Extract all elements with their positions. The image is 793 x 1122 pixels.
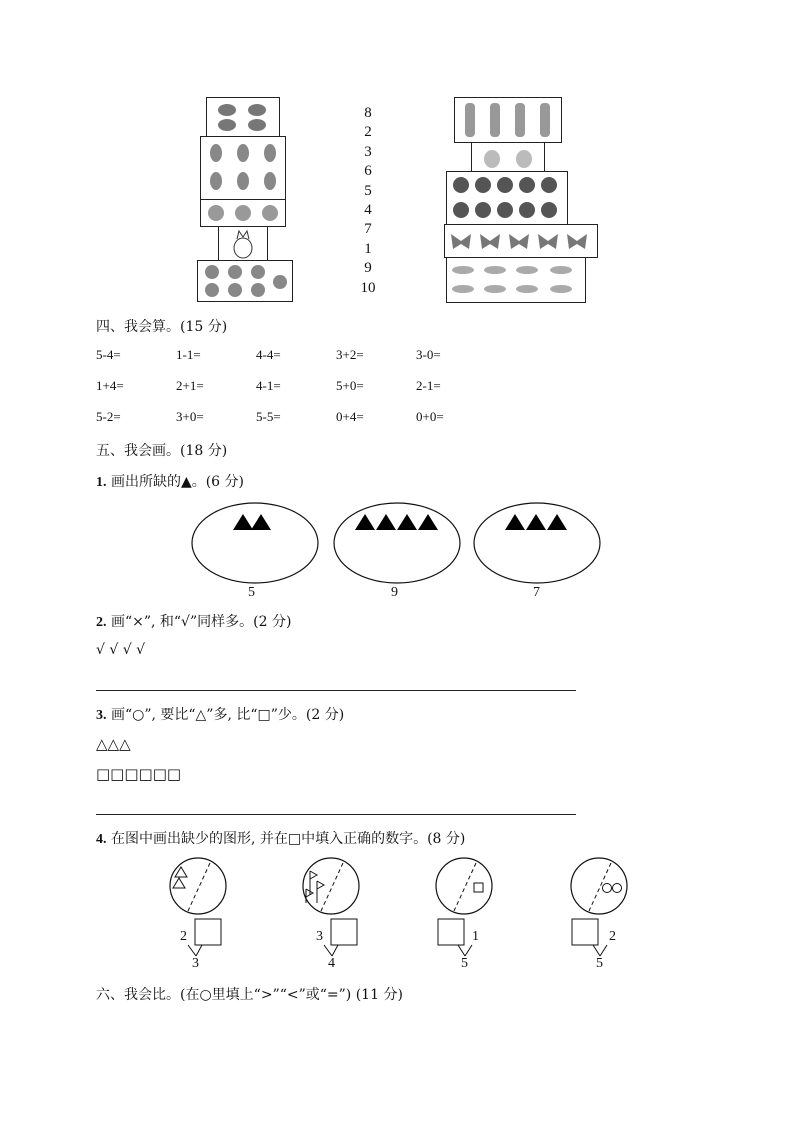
check-marks: √ √ √ √ [96,642,146,658]
flower-icon [201,200,285,226]
answer-box[interactable] [438,919,464,945]
oval-1 [192,503,318,583]
square-row: □□□□□□ [96,765,182,783]
match-number-column [358,104,378,298]
calc-item: 3-0= [416,347,441,362]
split-circle-2 [303,858,359,956]
match-number: 6 [364,163,372,180]
calc-item: 4-4= [256,347,281,362]
match-number: 2 [364,124,372,141]
square-icon [474,883,483,892]
apple-icon [198,261,292,301]
split-total: 5 [461,956,468,971]
calc-item: 5-2= [96,409,121,424]
split-total: 3 [192,956,199,971]
split-circle-4 [571,858,627,956]
butterfly-icon [445,225,597,257]
fish-icon [207,98,279,136]
picture-box-butterflies [444,224,598,258]
calc-item: 2+1= [176,378,204,393]
circle-icon [613,884,622,893]
section-5-heading: 五、我会画。(18 分) [96,443,228,459]
picture-box-pineapple [218,226,268,262]
match-number: 9 [364,260,372,277]
answer-box[interactable] [331,919,357,945]
calc-item: 2-1= [416,378,441,393]
calc-item: 1+4= [96,378,124,393]
question-2 [96,611,291,631]
question-number: 1. [96,475,107,490]
calc-item: 0+0= [416,409,444,424]
triangle-icon [173,878,185,888]
triangle-icon [251,514,271,530]
question-number: 4. [96,832,107,847]
question-text: 画“×”, 和“√”同样多。(2 分) [110,614,292,630]
calc-item: 1-1= [176,347,201,362]
answer-box[interactable] [572,919,598,945]
match-number: 1 [364,240,372,257]
split-number: 3 [316,929,323,944]
calc-item: 4-1= [256,378,281,393]
question-1 [96,471,244,491]
answer-box[interactable] [195,919,221,945]
calc-item: 5+0= [336,378,364,393]
triangle-icon [418,514,438,530]
bottle-icon [455,98,561,142]
question-text: 画出所缺的▲。(6 分) [110,474,245,490]
pear-icon [472,143,544,171]
triangle-icon [397,514,417,530]
split-circles-figure [160,855,640,975]
match-number: 8 [364,105,372,121]
split-total: 5 [596,956,603,971]
calc-item: 5-4= [96,347,121,362]
answer-line[interactable] [96,814,576,815]
question-4 [96,828,465,848]
answer-line[interactable] [96,690,576,691]
picture-box-flowers [200,199,286,227]
calc-item: 3+2= [336,347,364,362]
calc-item: 0+4= [336,409,364,424]
oval-label: 9 [391,585,398,600]
split-number: 2 [180,929,187,944]
picture-box-rabbits [200,136,286,200]
match-number: 5 [364,182,372,199]
oval-3 [474,503,600,583]
match-number: 4 [364,202,372,219]
pineapple-icon [219,227,267,261]
split-number: 1 [472,929,479,944]
calc-item: 5-5= [256,409,281,424]
split-total: 4 [328,956,335,971]
picture-box-apples [197,260,293,302]
triangle-icon [355,514,375,530]
question-number: 2. [96,615,107,630]
triangle-icon [376,514,396,530]
match-number: 7 [364,221,372,238]
animal-icon [447,258,585,302]
circle-icon [603,884,612,893]
question-3 [96,704,344,724]
split-number: 2 [609,929,616,944]
picture-box-mushrooms [446,171,568,225]
split-circle-1 [170,858,226,956]
triangle-icon [233,514,253,530]
section-4-heading: 四、我会算。(15 分) [96,319,228,335]
rabbit-icon [201,137,285,199]
oval-label: 7 [533,585,540,600]
question-text: 在图中画出缺少的图形, 并在□中填入正确的数字。(8 分) [110,831,466,847]
picture-box-fish [206,97,280,137]
match-number: 3 [364,143,372,160]
mushroom-icon [447,172,567,224]
triangle-icon [505,514,525,530]
calc-item: 3+0= [176,409,204,424]
flag-icon [317,881,324,903]
split-circle-3 [436,858,492,956]
picture-box-pears [471,142,545,172]
picture-box-bottles [454,97,562,143]
question-text: 画“○”, 要比“△”多, 比“□”少。(2 分) [110,707,345,723]
triangle-row: △△△ [96,735,131,753]
match-number: 10 [360,279,376,296]
picture-box-animals [446,257,586,303]
triangle-icon [547,514,567,530]
oval-2 [334,503,460,583]
triangle-icon [526,514,546,530]
question-number: 3. [96,708,107,723]
section-6-heading: 六、我会比。(在○里填上“>”“<”或“=”) (11 分) [96,987,403,1003]
oval-label: 5 [248,585,255,600]
